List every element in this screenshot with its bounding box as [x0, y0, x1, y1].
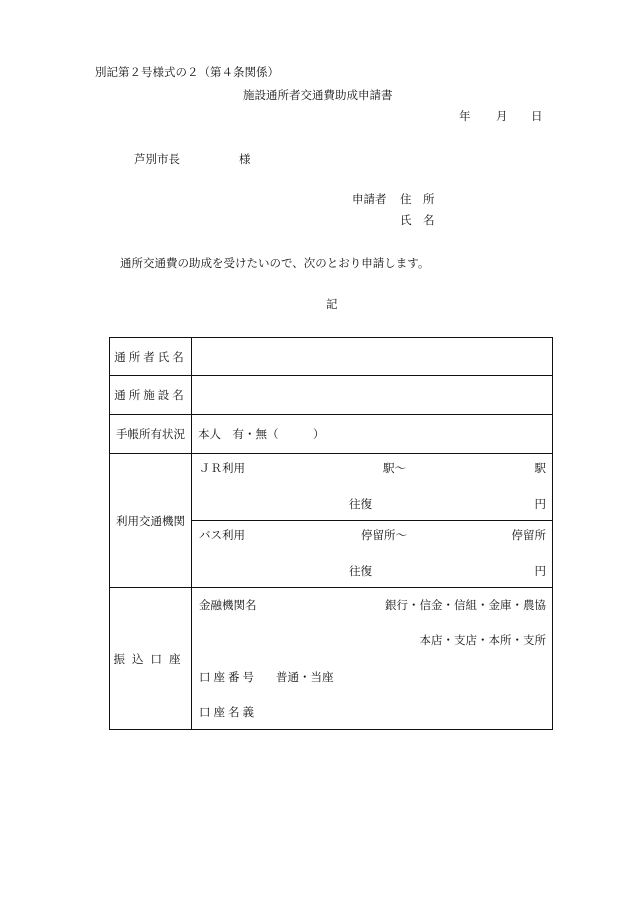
jr-yen: 円 — [534, 497, 546, 511]
ki-heading: 記 — [326, 297, 338, 311]
applicant-name-field[interactable] — [192, 338, 553, 376]
bus-yen: 円 — [534, 564, 546, 578]
jr-label: ＪＲ利用 — [199, 461, 245, 475]
jr-round-trip: 往復 — [349, 497, 372, 511]
application-table — [109, 337, 553, 730]
table-row — [110, 338, 553, 376]
date-month: 月 — [496, 109, 508, 123]
addressee-honorific: 様 — [239, 152, 251, 166]
bus-label: バス利用 — [199, 528, 245, 542]
jr-station-to: 駅 — [534, 461, 546, 475]
handbook-status-field[interactable] — [192, 415, 553, 454]
bus-stop-from: 停留所～ — [361, 528, 407, 542]
jr-station-from: 駅～ — [383, 461, 406, 475]
table-row — [110, 588, 553, 730]
table-row — [110, 454, 553, 521]
facility-name-field[interactable] — [192, 376, 553, 415]
account-type: 普通・当座 — [276, 670, 334, 684]
form-number: 別記第２号様式の２（第４条関係） — [95, 65, 279, 79]
jr-transport-field[interactable] — [192, 454, 553, 521]
bus-transport-field[interactable] — [192, 521, 553, 588]
row-label-facility-name: 通所施設名 — [110, 376, 192, 415]
handbook-status-value: 本人 有・無（ ） — [198, 427, 325, 441]
applicant-name-label: 氏 名 — [400, 213, 435, 227]
bank-types: 銀行・信金・信組・金庫・農協 — [385, 598, 546, 612]
table-row — [110, 376, 553, 415]
addressee-name: 芦別市長 — [134, 152, 180, 166]
account-number-label: 口座番号 — [199, 670, 257, 684]
date-day: 日 — [531, 109, 543, 123]
row-label-handbook-status: 手帳所有状況 — [110, 415, 192, 454]
table-row — [110, 415, 553, 454]
applicant-address-label: 住 所 — [400, 192, 435, 206]
row-label-transport: 利用交通機関 — [110, 454, 192, 588]
row-label-bank-account: 振込口座 — [110, 588, 192, 730]
applicant-label: 申請者 — [352, 192, 387, 206]
bank-account-field[interactable] — [192, 588, 553, 730]
document-title: 施設通所者交通費助成申請書 — [243, 88, 393, 102]
body-text: 通所交通費の助成を受けたいので、次のとおり申請します。 — [120, 256, 430, 270]
bus-stop-to: 停留所 — [511, 528, 546, 542]
branch-types: 本店・支店・本所・支所 — [419, 633, 546, 647]
bus-round-trip: 往復 — [349, 564, 372, 578]
date-year: 年 — [459, 109, 471, 123]
bank-name-label: 金融機関名 — [199, 598, 257, 612]
account-name-label: 口座名義 — [199, 705, 257, 719]
row-label-applicant-name: 通所者氏名 — [110, 338, 192, 376]
